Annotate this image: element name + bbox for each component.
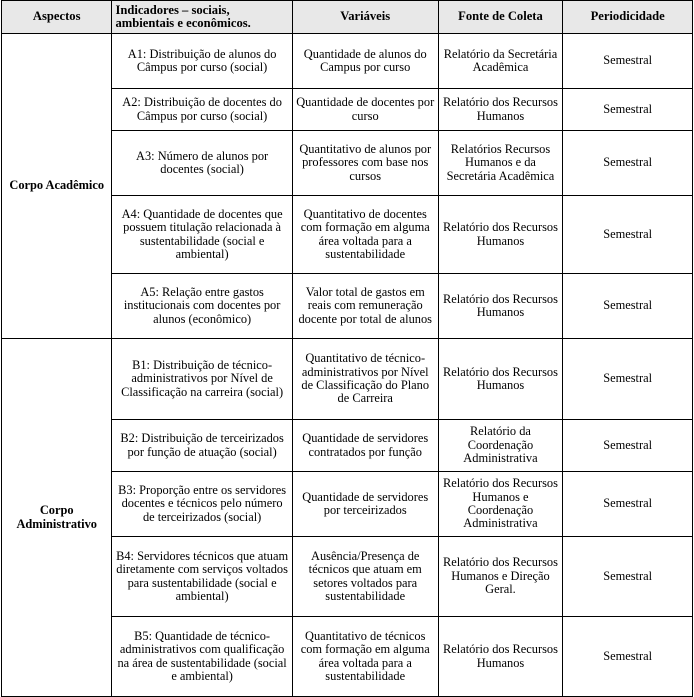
table-row bbox=[2, 339, 693, 420]
variable-cell: Quantidade de servidores por terceirizados bbox=[292, 472, 438, 537]
variable-cell: Quantitativo de técnicos com formação em alguma área voltada para a sustentabilidade bbox=[292, 617, 438, 697]
indicator-cell: B4: Servidores técnicos que atuam diretamente com serviços voltados para sustentabilidade (social e ambiental) bbox=[112, 537, 292, 617]
aspect-cell: Corpo Acadêmico bbox=[2, 34, 112, 339]
variable-cell: Quantidade de alunos do Campus por curso bbox=[292, 34, 438, 89]
header-aspectos: Aspectos bbox=[2, 1, 112, 34]
aspect-cell: Corpo Administrativo bbox=[2, 339, 112, 697]
indicators-table bbox=[1, 0, 693, 697]
frequency-cell: Semestral bbox=[563, 420, 693, 472]
header-indicadores bbox=[112, 1, 292, 34]
frequency-cell: Semestral bbox=[563, 537, 693, 617]
frequency-cell: Semestral bbox=[563, 89, 693, 131]
frequency-cell: Semestral bbox=[563, 339, 693, 420]
source-cell: Relatório dos Recursos Humanos bbox=[438, 274, 563, 339]
indicator-cell: A3: Número de alunos por docentes (social) bbox=[112, 131, 292, 196]
source-cell: Relatório da Coordenação Administrativa bbox=[438, 420, 563, 472]
frequency-cell: Semestral bbox=[563, 472, 693, 537]
indicator-cell: A4: Quantidade de docentes que possuem titulação relacionada à sustentabilidade (social e ambiental) bbox=[112, 196, 292, 274]
source-cell: Relatório da Secretária Acadêmica bbox=[438, 34, 563, 89]
indicator-cell: A2: Distribuição de docentes do Câmpus por curso (social) bbox=[112, 89, 292, 131]
header-variaveis: Variáveis bbox=[292, 1, 438, 34]
indicator-cell: B3: Proporção entre os servidores docentes e técnicos pelo número de terceirizados (social) bbox=[112, 472, 292, 537]
variable-cell: Valor total de gastos em reais com remuneração docente por total de alunos bbox=[292, 274, 438, 339]
header-indicadores-label: Indicadores – sociais, ambientais e econômicos. bbox=[115, 2, 251, 30]
frequency-cell: Semestral bbox=[563, 617, 693, 697]
source-cell: Relatório dos Recursos Humanos bbox=[438, 617, 563, 697]
indicator-cell: B5: Quantidade de técnico-administrativos com qualificação na área de sustentabilidade (social e ambiental) bbox=[112, 617, 292, 697]
indicator-cell: B1: Distribuição de técnico-administrativos por Nível de Classificação na carreira (social) bbox=[112, 339, 292, 420]
indicator-cell: A1: Distribuição de alunos do Câmpus por curso (social) bbox=[112, 34, 292, 89]
header-fonte: Fonte de Coleta bbox=[438, 1, 563, 34]
frequency-cell: Semestral bbox=[563, 274, 693, 339]
variable-cell: Quantidade de servidores contratados por função bbox=[292, 420, 438, 472]
variable-cell: Quantitativo de docentes com formação em alguma área voltada para a sustentabilidade bbox=[292, 196, 438, 274]
header-row bbox=[2, 1, 693, 34]
source-cell: Relatórios Recursos Humanos e da Secretária Acadêmica bbox=[438, 131, 563, 196]
source-cell: Relatório dos Recursos Humanos e Coordenação Administrativa bbox=[438, 472, 563, 537]
frequency-cell: Semestral bbox=[563, 131, 693, 196]
variable-cell: Quantitativo de alunos por professores com base nos cursos bbox=[292, 131, 438, 196]
frequency-cell: Semestral bbox=[563, 196, 693, 274]
source-cell: Relatório dos Recursos Humanos bbox=[438, 196, 563, 274]
indicator-cell: B2: Distribuição de terceirizados por função de atuação (social) bbox=[112, 420, 292, 472]
table-row bbox=[2, 34, 693, 89]
indicator-cell: A5: Relação entre gastos institucionais com docentes por alunos (econômico) bbox=[112, 274, 292, 339]
source-cell: Relatório dos Recursos Humanos bbox=[438, 89, 563, 131]
variable-cell: Quantitativo de técnico-administrativos por Nível de Classificação do Plano de Carreira bbox=[292, 339, 438, 420]
variable-cell: Quantidade de docentes por curso bbox=[292, 89, 438, 131]
variable-cell: Ausência/Presença de técnicos que atuam em setores voltados para sustentabilidade bbox=[292, 537, 438, 617]
header-periodicidade: Periodicidade bbox=[563, 1, 693, 34]
source-cell: Relatório dos Recursos Humanos bbox=[438, 339, 563, 420]
source-cell: Relatório dos Recursos Humanos e Direção Geral. bbox=[438, 537, 563, 617]
frequency-cell: Semestral bbox=[563, 34, 693, 89]
